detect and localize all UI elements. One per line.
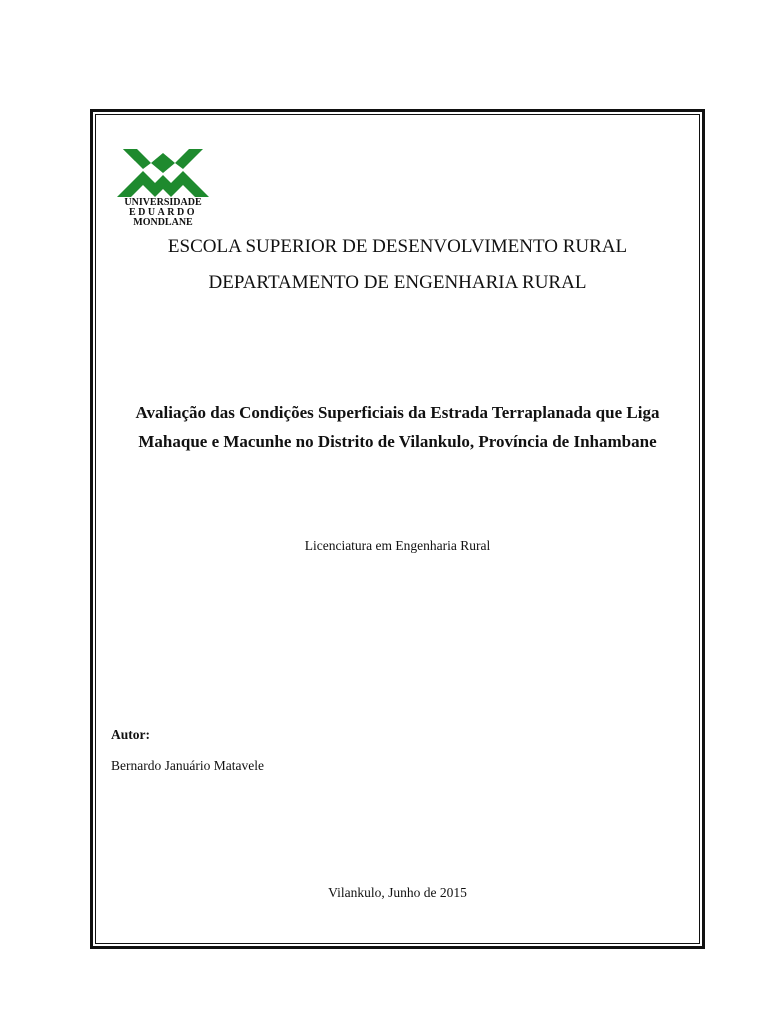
school-name: ESCOLA SUPERIOR DE DESENVOLVIMENTO RURAL [167,236,628,257]
thesis-title [95,398,700,456]
department-name: DEPARTAMENTO DE ENGENHARIA RURAL [208,272,587,293]
thesis-title-line-2: Mahaque e Macunhe no Distrito de Vilankulo, Província de Inhambane [138,432,657,451]
author-name: Bernardo Januário Matavele [111,758,264,773]
thesis-title-line-1: Avaliação das Condições Superficiais da Estrada Terraplanada que Liga [135,403,660,422]
logo-emblem-icon [113,145,213,200]
logo-wordmark [113,198,213,228]
author-label: Autor: [111,727,150,742]
place-date: Vilankulo, Junho de 2015 [328,885,467,900]
logo-text-line: UNIVERSIDADE [124,197,202,208]
logo-text-line: MONDLANE [133,217,193,228]
logo-text-line: EDUARDO [128,207,198,218]
degree-name: Licenciatura em Engenharia Rural [304,538,491,553]
